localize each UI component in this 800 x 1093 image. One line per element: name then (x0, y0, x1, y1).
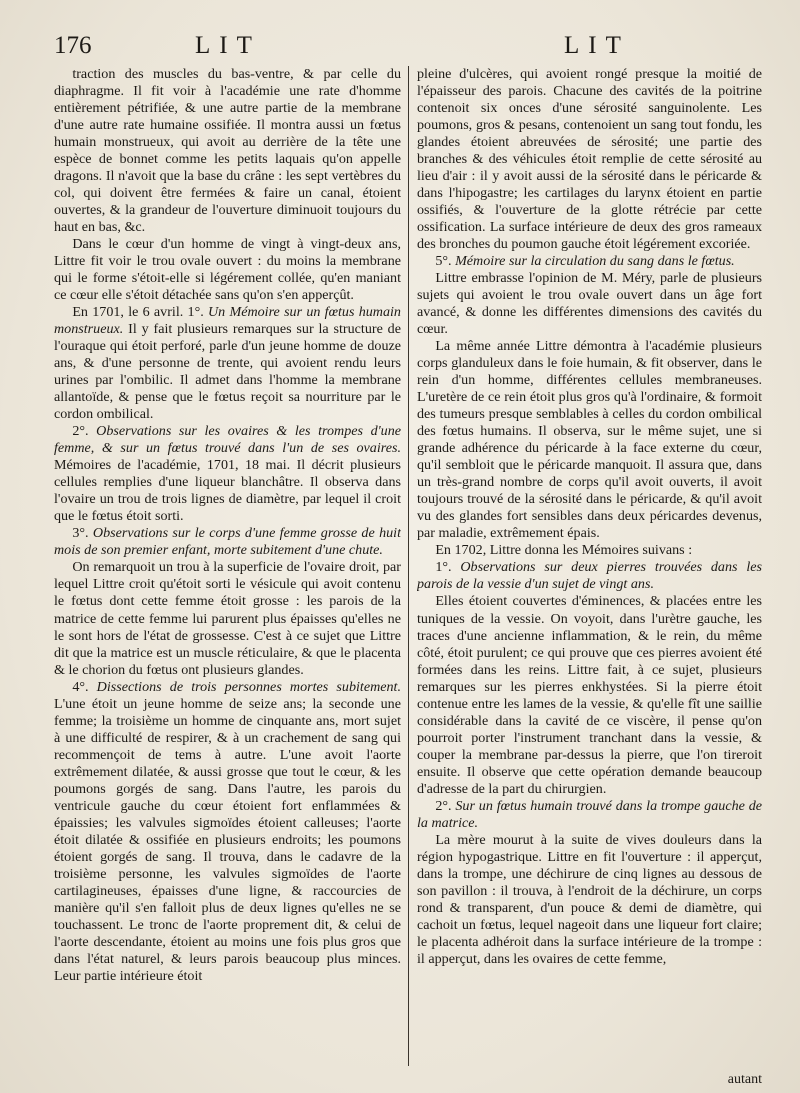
text-run: Littre embrasse l'opinion de M. Méry, parle de plusieurs sujets qui avoient le trou ovale ouvert dans un âge fort avancé, & donne les différentes dimensions des cavités du cœur. (417, 270, 762, 338)
paragraph (417, 832, 762, 968)
text-run: 5°. (435, 253, 456, 270)
paragraph (54, 304, 401, 423)
text-run: En 1701, le 6 avril. 1°. (72, 304, 208, 321)
paragraph (54, 236, 401, 304)
text-run: 4°. (72, 678, 97, 695)
paragraph (417, 798, 762, 832)
text-run: traction des muscles du bas-ventre, & par celle du diaphragme. Il fit voir à l'académie une rate d'homme entièrement pétrifiée, & une autre partie de la membrane d'une autre rate humaine ossifiée. Il montra aussi un fœtus humain monstrueux, qui avoit au derrière de la tête une espèce de bonnet comme les petits laquais qu'on appelle dragons. Il n'avoit que la base du crâne : les sept vertèbres du col, qui doivent être fermées & faire un canal, étoient ouvertes, & la grandeur de l'ouverture diminuoit toujours du haut en bas, &c. (54, 66, 401, 236)
running-head-left: LIT (195, 32, 261, 59)
paragraph (417, 338, 762, 542)
paragraph (417, 66, 762, 253)
paragraph (54, 423, 401, 525)
italic-title: Sur un fœtus humain trouvé dans la trompe gauche de la matrice. (417, 797, 762, 831)
text-run: Elles étoient couvertes d'éminences, & placées entre les tuniques de la vessie. On voyoit, dans l'urètre gauche, les traces d'une ancienne inflammation, & le rein, du même côté, étoit purulent; ce qui prouve que ces pierres avoient été formées dans les reins. Littre fait, à ce sujet, plusieurs remarques sur les pierres enkhystées. Si la pierre étoit contenue entre les lames de la vessie, & qu'elle fît une saillie considérable dans la cavité de ce viscère, il pense qu'on pourroit porter l'instrument tranchant dans la vessie, & couper la membrane par-dessus la pierre, que l'on tireroit ensuite. Il observe que cette opération demande beaucoup d'adresse de la part du chirurgien. (417, 593, 762, 797)
italic-title: Observations sur le corps d'une femme grosse de huit mois de son premier enfant, morte subitement d'une chute. (54, 525, 401, 559)
paragraph (54, 559, 401, 678)
text-run: La mère mourut à la suite de vives douleurs dans la région hypogastrique. Littre en fit l'ouverture : il apperçut, dans la trompe, une déchirure de cinq lignes au dessous de son pavillon : il trouva, à l'endroit de la déchirure, un corps rond & transparent, d'un pouce & demi de diamètre, qui cachoit un fœtus, lequel nageoit dans une liqueur fort claire; le placenta adhéroit dans la surface intérieure de la trompe : il apperçut, dans les ovaires de cette femme, (417, 831, 762, 967)
paragraph (54, 66, 401, 236)
italic-title: Un Mémoire sur un fœtus humain monstrueux. (54, 304, 401, 338)
text-run: On remarquoit un trou à la superficie de l'ovaire droit, par lequel Littre croit qu'étoit sorti le vésicule qui avoit contenu le fœtus dont cette femme étoit grosse : les parois de la matrice de cette femme lui parurent plus épaisses qu'elles ne le sont hors de l'état de grossesse. C'est à ce sujet que Littre dit que la matrice est un muscle réticulaire, & que le placenta & le chorion du fœtus ont plusieurs glandes. (54, 559, 401, 678)
italic-title: Mémoire sur la circulation du sang dans le fœtus. (455, 253, 735, 270)
text-run: 2°. (72, 423, 97, 440)
text-run: 1°. (435, 559, 461, 576)
text-run: Mémoires de l'académie, 1701, 18 mai. Il décrit plusieurs cellules remplies d'une liqueur blanchâtre. Il observa dans l'ovaire un trou de trois lignes de diamètre, par lequel il croit que le fœtus étoit sorti. (54, 457, 401, 525)
italic-title: Observations sur les ovaires & les trompes d'une femme, & sur un fœtus trouvé dans l'un de ses ovaires. (54, 423, 401, 457)
text-run: 3°. (72, 525, 93, 542)
page-number: 176 (54, 32, 92, 59)
paragraph (417, 270, 762, 338)
paragraph (54, 525, 401, 559)
text-run: pleine d'ulcères, qui avoient rongé presque la moitié de l'épaisseur des parois. Chacune des cavités de la poitrine contenoit six onces d'une sérosité sanguinolente. Les poumons, gros & pesans, contenoient un sang tout fondu, les glandes étoient abreuvées de sérosité; une partie des branches & des véhicules étoit remplie de cette sérosité au lieu d'air : il y avoit aussi de la sérosité dans le péricarde & dans l'hipogastre; les cartilages du larynx étoient en partie ossifiés, & l'ouverture de la glotte rétrécie par cette ossification. La surface intérieure de deux des gros rameaux des bronches du poumon gauche étoit légérement excoriée. (417, 66, 762, 253)
left-column (54, 66, 401, 1066)
paragraph (417, 593, 762, 797)
paragraph (54, 679, 401, 985)
catchword: autant (727, 1072, 762, 1087)
page-header (54, 30, 762, 64)
text-run: L'une étoit un jeune homme de seize ans; la seconde une femme; la troisième un homme de cinquante ans, mort sujet à une difficulté de respirer, & à un crachement de sang qui recommençoit de tems à autre. L'une avoit l'aorte extrêmement dilatée, & aussi grosse que tout le cœur, & les poumons gorgés de sang. Dans l'autre, les parois du ventricule gauche du cœur étoient fort enflammées & épaissies; les valvules sigmoïdes étoient calleuses; l'aorte étoit dilatée & ossifiée en plusieurs endroits; les poumons étoient gorgés de sang. Il trouva, dans le cadavre de la troisième personne, les valvules sigmoïdes de l'aorte cartilagineuses, épaisses d'une ligne, & raccourcies de manière qu'il s'en falloit plus de deux lignes qu'elles ne se touchassent. Le tronc de l'aorte proprement dit, & celui de l'aorte descendante, étoient au moins une fois plus gros que dans l'état naturel, & leurs parois beaucoup plus minces. Leur partie intérieure étoit (54, 695, 401, 984)
right-column (417, 66, 762, 1066)
paragraph (417, 559, 762, 593)
text-run: Il y fait plusieurs remarques sur la structure de l'ouraque qui étoit perforé, parle d'un jeune homme de douze ans, & d'une personne de trente, qui avoient rendu leurs urines par l'ombilic. Il admet dans l'homme la membrane allantoïde, & pense que le fœtus reçoit sa nourriture par le cordon ombilical. (54, 321, 401, 423)
italic-title: Observations sur deux pierres trouvées dans les parois de la vessie d'un sujet de vingt ans. (417, 559, 762, 593)
text-run: 2°. (435, 797, 456, 814)
running-head-right: LIT (564, 32, 630, 59)
paragraph (417, 253, 762, 270)
text-run: La même année Littre démontra à l'académie plusieurs corps glanduleux dans le foie humain, & fit observer, dans le rein d'un homme, différentes cellules membraneuses. L'uretère de ce rein étoit plus gros qu'à l'ordinaire, & formoit des tumeurs presque semblables à celles du cordon ombilical des fœtus humains. Il observa, sur le même sujet, une si grande adhérence du péricarde à la face externe du cœur, qu'il sembloit que le péricarde manquoit. Il assura que, dans un très-grand nombre de corps qu'il avoit ouverts, il avoit toujours trouvé de la sérosité dans le péricarde, & qu'il avoit vu des glandes fort sensibles dans deux péricardes devenus, par maladie, extrêmement épais. (417, 338, 762, 542)
column-divider (408, 66, 409, 1066)
paragraph (417, 542, 762, 559)
text-run: En 1702, Littre donna les Mémoires suivans : (435, 542, 693, 559)
italic-title: Dissections de trois personnes mortes subitement. (96, 678, 401, 695)
text-run: Dans le cœur d'un homme de vingt à vingt-deux ans, Littre fit voir le trou ovale ouvert : du moins la membrane qui le forme s'étoit-elle si légérement collée, qu'en maniant ce cœur elle s'étoit détachée sans qu'on s'en apperçût. (54, 236, 401, 304)
